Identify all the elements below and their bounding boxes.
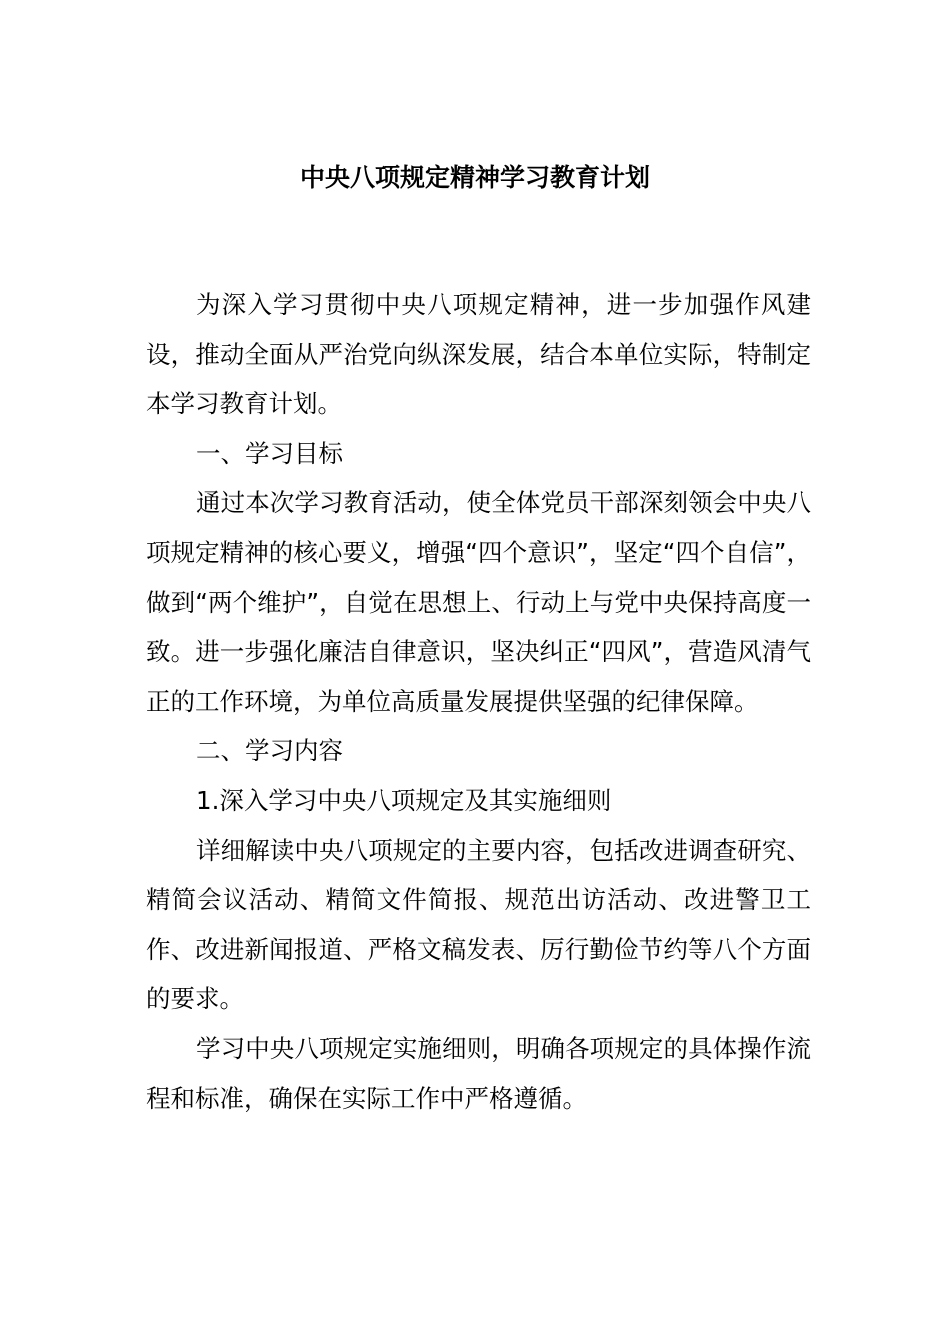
content-paragraph-2: 学习中央八项规定实施细则，明确各项规定的具体操作流程和标准，确保在实际工作中严格遵循。 <box>146 1033 811 1113</box>
intro-paragraph: 为深入学习贯彻中央八项规定精神，进一步加强作风建设，推动全面从严治党向纵深发展，结合本单位实际，特制定本学习教育计划。 <box>146 290 811 419</box>
document-title: 中央八项规定精神学习教育计划 <box>299 163 650 192</box>
subsection-heading-1: 1.深入学习中央八项规定及其实施细则 <box>196 785 612 815</box>
content-paragraph-1: 详细解读中央八项规定的主要内容，包括改进调查研究、精简会议活动、精简文件简报、规范出访活动、改进警卫工作、改进新闻报道、严格文稿发表、厉行勤俭节约等八个方面的要求。 <box>146 835 811 1014</box>
goals-paragraph: 通过本次学习教育活动，使全体党员干部深刻领会中央八项规定精神的核心要义，增强“四个意识”，坚定“四个自信”，做到“两个维护”，自觉在思想上、行动上与党中央保持高度一致。进一步强化廉洁自律意识，坚决纠正“四风”，营造风清气正的工作环境，为单位高质量发展提供坚强的纪律保障。 <box>146 488 811 716</box>
document-body <box>146 280 811 1123</box>
section-heading-goals: 一、学习目标 <box>196 438 343 468</box>
section-heading-content: 二、学习内容 <box>196 736 343 766</box>
